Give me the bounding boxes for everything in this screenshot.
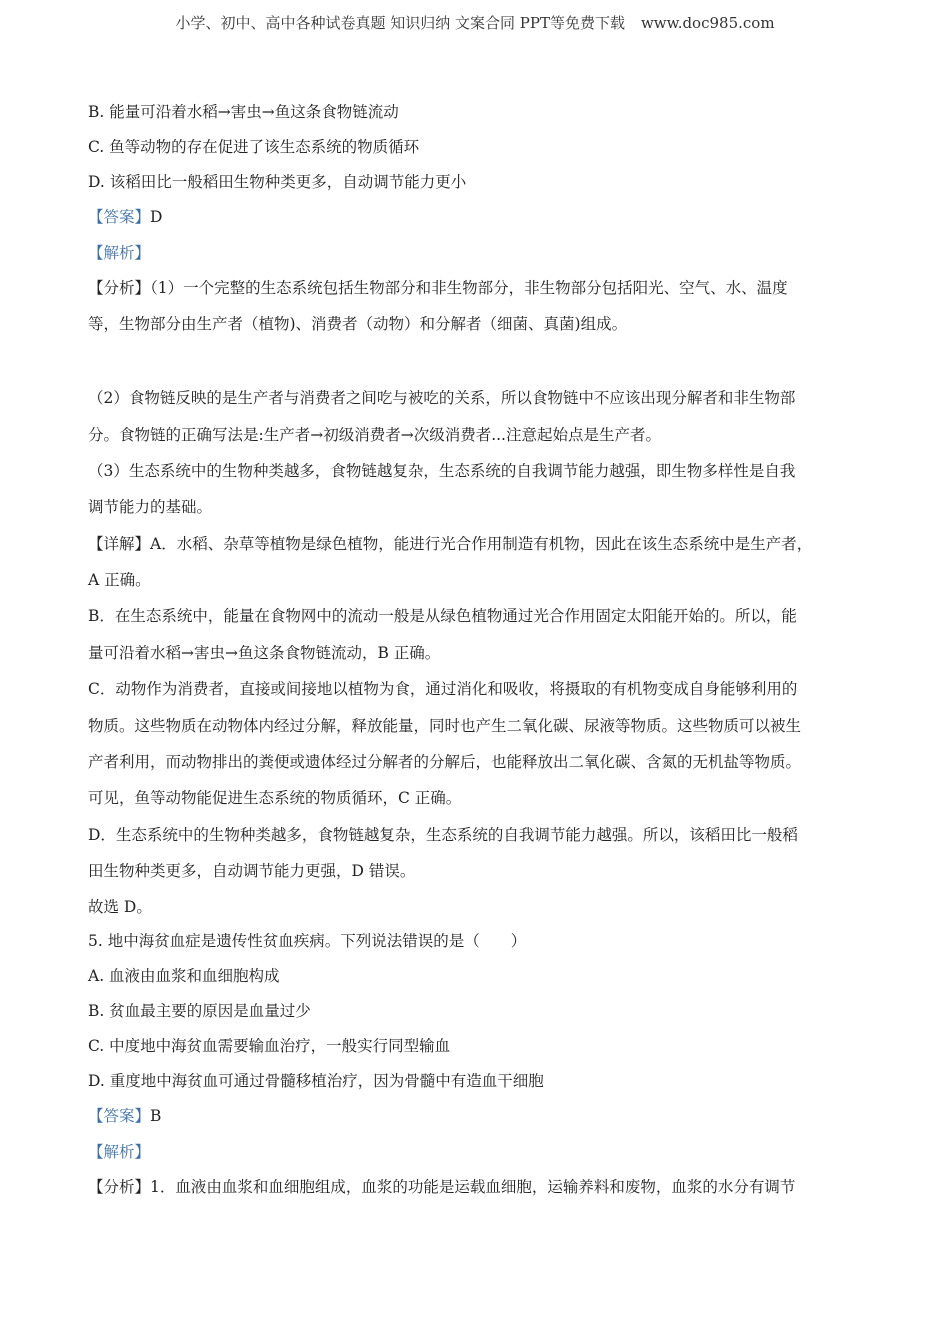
line-text: C. 鱼等动物的存在促进了该生态系统的物质循环	[88, 138, 420, 156]
text-line	[88, 859, 415, 881]
text-line	[88, 100, 399, 122]
line-text: B. 贫血最主要的原因是血量过少	[88, 1002, 311, 1020]
text-line	[88, 568, 151, 590]
text-line	[88, 786, 461, 808]
line-text: 量可沿着水稻→害虫→鱼这条食物链流动，B 正确。	[88, 644, 441, 662]
text-line	[88, 641, 440, 663]
text-line	[88, 823, 798, 845]
line-text: B．在生态系统中，能量在食物网中的流动一般是从绿色植物通过光合作用固定太阳能开始的。所以，能	[88, 607, 797, 625]
section-label: 【解析】	[88, 244, 151, 262]
text-line	[88, 135, 419, 157]
text-line	[88, 929, 526, 951]
text-line	[88, 459, 795, 481]
text-line	[88, 205, 162, 227]
text-line	[88, 170, 466, 192]
line-text: C．动物作为消费者，直接或间接地以植物为食，通过消化和吸收，将摄取的有机物变成自身能够利用的	[88, 680, 798, 698]
text-line	[88, 423, 661, 445]
line-text: B	[150, 1107, 162, 1125]
text-line	[88, 604, 797, 626]
text-line	[88, 1034, 450, 1056]
section-label: 【答案】	[88, 1107, 151, 1125]
text-line	[88, 677, 797, 699]
text-line	[88, 895, 152, 917]
line-text: A 正确。	[88, 571, 151, 589]
text-line	[88, 241, 150, 263]
line-text: （2）食物链反映的是生产者与消费者之间吃与被吃的关系，所以食物链中不应该出现分解者和非生物部	[88, 389, 796, 407]
text-line	[88, 999, 311, 1021]
text-line	[88, 714, 801, 736]
line-text: C. 中度地中海贫血需要输血治疗，一般实行同型输血	[88, 1037, 451, 1055]
text-line	[88, 386, 795, 408]
line-text: D. 该稻田比一般稻田生物种类更多，自动调节能力更小	[88, 173, 467, 191]
line-text: B. 能量可沿着水稻→害虫→鱼这条食物链流动	[88, 103, 399, 121]
line-text: 5. 地中海贫血症是遗传性贫血疾病。下列说法错误的是（ ）	[88, 932, 527, 950]
text-line	[88, 312, 627, 334]
line-text: 调节能力的基础。	[88, 498, 213, 516]
text-line	[88, 1104, 161, 1126]
text-line	[88, 495, 212, 517]
section-label: 【答案】	[88, 208, 151, 226]
text-line	[88, 750, 801, 772]
section-label: 【解析】	[88, 1143, 151, 1161]
line-text: 等，生物部分由生产者（植物)、消费者（动物）和分解者（细菌、真菌)组成。	[88, 315, 628, 333]
text-line	[88, 1140, 150, 1162]
line-text: （3）生态系统中的生物种类越多，食物链越复杂，生态系统的自我调节能力越强，即生物多样性是自我	[88, 462, 796, 480]
line-text: 可见，鱼等动物能促进生态系统的物质循环，C 正确。	[88, 789, 462, 807]
line-text: 【分析】（1）一个完整的生态系统包括生物部分和非生物部分，非生物部分包括阳光、空气、水、温度	[88, 279, 788, 297]
text-line	[88, 1069, 544, 1091]
line-text: 【分析】1．血液由血浆和血细胞组成，血浆的功能是运载血细胞，运输养料和废物，血浆的水分有调节	[88, 1178, 796, 1196]
text-line	[88, 532, 812, 554]
line-text: 分。食物链的正确写法是:生产者→初级消费者→次级消费者...注意起始点是生产者。	[88, 426, 661, 444]
line-text: 产者利用，而动物排出的粪便或遗体经过分解者的分解后，也能释放出二氧化碳、含氮的无机盐等物质。	[88, 753, 802, 771]
line-text: 物质。这些物质在动物体内经过分解，释放能量，同时也产生二氧化碳、尿液等物质。这些物质可以被生	[88, 717, 802, 735]
line-text: D．生态系统中的生物种类越多，食物链越复杂，生态系统的自我调节能力越强。所以，该稻田比一般稻	[88, 826, 798, 844]
line-text: 【详解】A．水稻、杂草等植物是绿色植物，能进行光合作用制造有机物，因此在该生态系统中是生产者，	[88, 535, 813, 553]
line-text: D. 重度地中海贫血可通过骨髓移植治疗，因为骨髓中有造血干细胞	[88, 1072, 544, 1090]
line-text: D	[150, 208, 163, 226]
text-line	[88, 1175, 795, 1197]
page-header	[0, 12, 950, 33]
text-line	[88, 964, 280, 986]
text-line	[88, 276, 788, 298]
line-text: 田生物种类更多，自动调节能力更强，D 错误。	[88, 862, 416, 880]
line-text: A. 血液由血浆和血细胞构成	[88, 967, 280, 985]
line-text: 故选 D。	[88, 898, 152, 916]
header-url[interactable]: www.doc985.com	[640, 14, 775, 32]
header-text: 小学、初中、高中各种试卷真题 知识归纳 文案合同 PPT等免费下载	[175, 14, 625, 32]
